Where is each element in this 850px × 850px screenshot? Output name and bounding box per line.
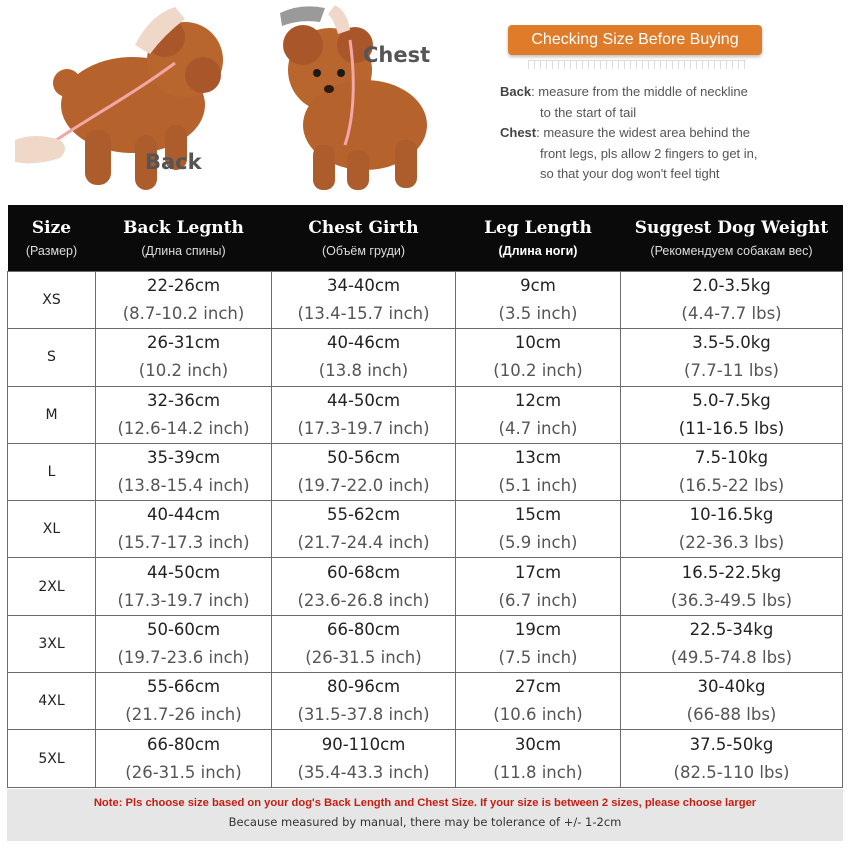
- size-cell: 2XL: [8, 558, 96, 615]
- chest-instruction-3: so that your dog won't feel tight: [540, 166, 720, 181]
- weight-cell: 3.5-5.0kg (7.7-11 lbs): [621, 329, 843, 386]
- table-row: [8, 443, 843, 500]
- back-length-cell: 35-39cm (13.8-15.4 inch): [96, 443, 272, 500]
- dog-chest-measurement-illustration: [255, 5, 455, 195]
- chest-girth-cell: 66-80cm (26-31.5 inch): [272, 615, 456, 672]
- back-length-cell: 55-66cm (21.7-26 inch): [96, 673, 272, 730]
- size-cell: 4XL: [8, 673, 96, 730]
- chest-girth-cell: 34-40cm (13.4-15.7 inch): [272, 272, 456, 329]
- leg-length-cell: 27cm (10.6 inch): [456, 673, 621, 730]
- chest-girth-cell: 90-110cm (35.4-43.3 inch): [272, 730, 456, 787]
- weight-cell: 37.5-50kg (82.5-110 lbs): [621, 730, 843, 787]
- leg-length-cell: 15cm (5.9 inch): [456, 501, 621, 558]
- size-cell: 5XL: [8, 730, 96, 787]
- leg-length-cell: 30cm (11.8 inch): [456, 730, 621, 787]
- back-length-cell: 66-80cm (26-31.5 inch): [96, 730, 272, 787]
- note-line-2: Because measured by manual, there may be tolerance of +/- 1-2cm: [228, 815, 622, 829]
- chest-label: Chest: [363, 43, 431, 67]
- note-box: [7, 789, 843, 841]
- ruler-decoration: [528, 60, 746, 69]
- table-row: [8, 615, 843, 672]
- table-row: [8, 501, 843, 558]
- back-instruction-1: : measure from the middle of neckline: [531, 84, 748, 99]
- weight-cell: 16.5-22.5kg (36.3-49.5 lbs): [621, 558, 843, 615]
- leg-length-cell: 10cm (10.2 inch): [456, 329, 621, 386]
- chest-girth-cell: 40-46cm (13.8 inch): [272, 329, 456, 386]
- table-row: [8, 272, 843, 329]
- table-header-row: [8, 205, 843, 272]
- table-row: [8, 329, 843, 386]
- header-size: Size (Размер): [8, 205, 96, 272]
- chest-instruction-1: : measure the widest area behind the: [536, 125, 751, 140]
- table-row: [8, 730, 843, 787]
- leg-length-cell: 17cm (6.7 inch): [456, 558, 621, 615]
- chest-girth-cell: 80-96cm (31.5-37.8 inch): [272, 673, 456, 730]
- weight-cell: 7.5-10kg (16.5-22 lbs): [621, 443, 843, 500]
- table-row: [8, 558, 843, 615]
- weight-cell: 22.5-34kg (49.5-74.8 lbs): [621, 615, 843, 672]
- size-cell: XS: [8, 272, 96, 329]
- weight-cell: 5.0-7.5kg (11-16.5 lbs): [621, 386, 843, 443]
- chest-girth-cell: 44-50cm (17.3-19.7 inch): [272, 386, 456, 443]
- header-back-length: Back Legnth (Длина спины): [96, 205, 272, 272]
- header-chest-girth: Chest Girth (Объём груди): [272, 205, 456, 272]
- checking-size-badge: Checking Size Before Buying: [508, 25, 762, 55]
- table-row: [8, 673, 843, 730]
- back-length-cell: 40-44cm (15.7-17.3 inch): [96, 501, 272, 558]
- back-length-cell: 26-31cm (10.2 inch): [96, 329, 272, 386]
- size-cell: S: [8, 329, 96, 386]
- chest-instruction-2: front legs, pls allow 2 fingers to get in,: [540, 145, 758, 161]
- leg-length-cell: 13cm (5.1 inch): [456, 443, 621, 500]
- back-length-cell: 22-26cm (8.7-10.2 inch): [96, 272, 272, 329]
- leg-length-cell: 12cm (4.7 inch): [456, 386, 621, 443]
- measurement-guide: [0, 0, 850, 205]
- back-key: Back: [500, 84, 532, 99]
- header-dog-weight: Suggest Dog Weight (Рекомендуем собакам вес): [621, 205, 843, 272]
- weight-cell: 2.0-3.5kg (4.4-7.7 lbs): [621, 272, 843, 329]
- table-row: [8, 386, 843, 443]
- back-label: Back: [145, 150, 202, 174]
- size-chart-table: [7, 205, 843, 788]
- leg-length-cell: 9cm (3.5 inch): [456, 272, 621, 329]
- dog-back-measurement-illustration: [15, 5, 240, 200]
- chest-girth-cell: 60-68cm (23.6-26.8 inch): [272, 558, 456, 615]
- chest-key: Chest: [500, 125, 537, 140]
- back-length-cell: 50-60cm (19.7-23.6 inch): [96, 615, 272, 672]
- weight-cell: 30-40kg (66-88 lbs): [621, 673, 843, 730]
- size-cell: XL: [8, 501, 96, 558]
- weight-cell: 10-16.5kg (22-36.3 lbs): [621, 501, 843, 558]
- measurement-instructions: [500, 82, 830, 185]
- header-leg-length: Leg Length (Длина ноги): [456, 205, 621, 272]
- chest-girth-cell: 55-62cm (21.7-24.4 inch): [272, 501, 456, 558]
- leg-length-cell: 19cm (7.5 inch): [456, 615, 621, 672]
- size-cell: M: [8, 386, 96, 443]
- back-instruction-2: to the start of tail: [540, 104, 637, 120]
- back-length-cell: 44-50cm (17.3-19.7 inch): [96, 558, 272, 615]
- size-cell: 3XL: [8, 615, 96, 672]
- back-length-cell: 32-36cm (12.6-14.2 inch): [96, 386, 272, 443]
- chest-girth-cell: 50-56cm (19.7-22.0 inch): [272, 443, 456, 500]
- size-cell: L: [8, 443, 96, 500]
- note-line-1: Note: Pls choose size based on your dog's Back Length and Chest Size. If your size is between 2 sizes, please choose larger: [93, 797, 757, 809]
